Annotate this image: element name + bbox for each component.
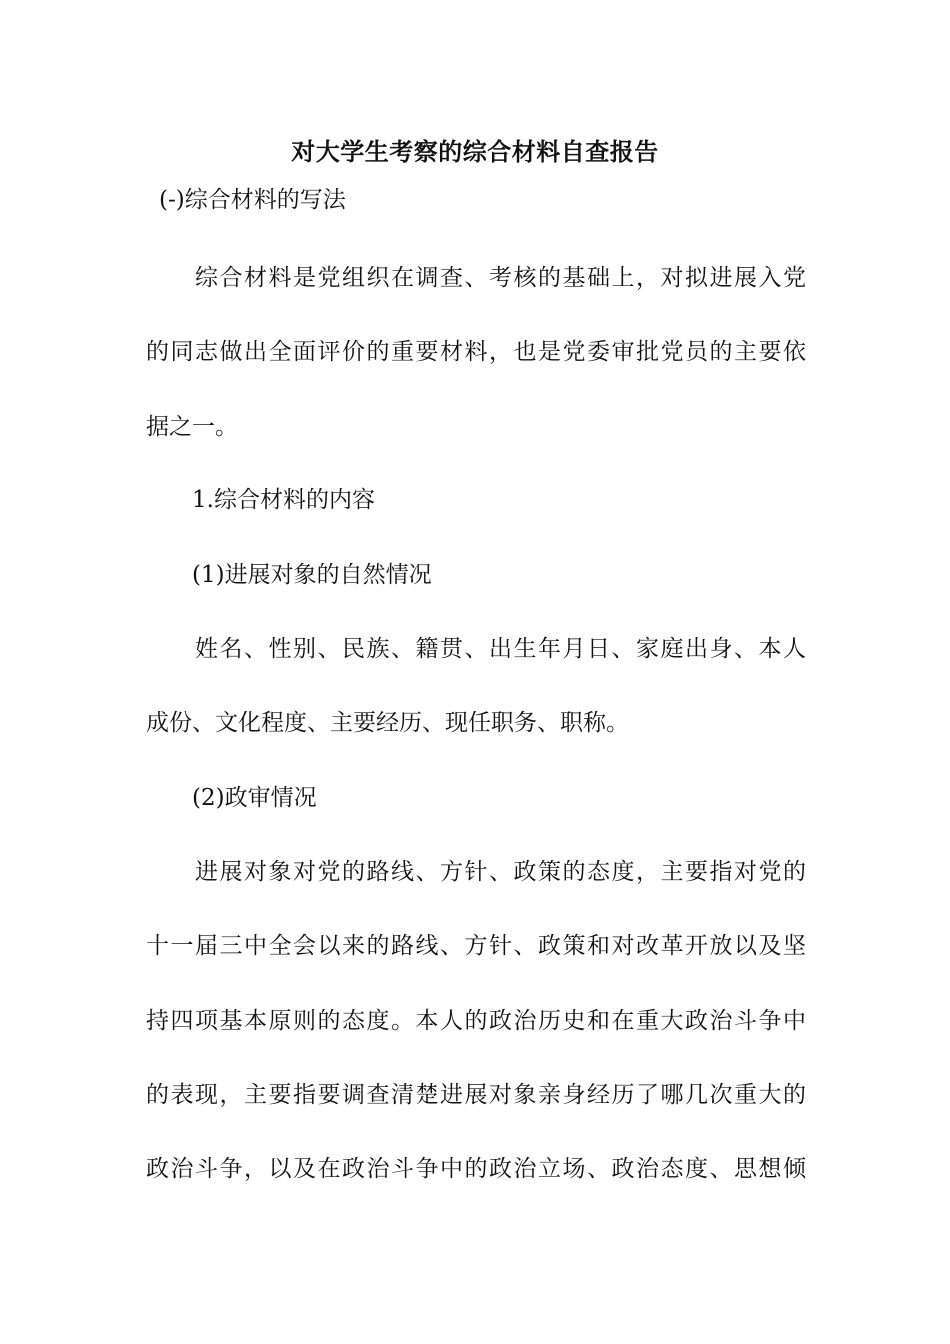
subsection-heading: 1.综合材料的内容	[146, 487, 375, 513]
document-title: 对大学生考察的综合材料自查报告	[291, 137, 659, 166]
paragraph-line: 政治斗争，以及在政治斗争中的政治立场、政治态度、思想倾	[146, 1156, 806, 1182]
paragraph-line: 综合材料是党组织在调查、考核的基础上，对拟进展入党	[146, 265, 806, 291]
paragraph-line: 的同志做出全面评价的重要材料，也是党委审批党员的主要依	[146, 339, 806, 365]
subsection-heading: (1)进展对象的自然情况	[146, 562, 432, 588]
paragraph-line: 十一届三中全会以来的路线、方针、政策和对改革开放以及坚	[146, 933, 806, 959]
paragraph-line: 姓名、性别、民族、籍贯、出生年月日、家庭出身、本人	[146, 636, 806, 662]
paragraph-line: 进展对象对党的路线、方针、政策的态度，主要指对党的	[146, 859, 806, 885]
section-heading: (-)综合材料的写法	[159, 187, 346, 213]
subsection-heading: (2)政审情况	[146, 785, 317, 811]
paragraph-line: 的表现，主要指要调查清楚进展对象亲身经历了哪几次重大的	[146, 1082, 806, 1108]
paragraph-line: 成份、文化程度、主要经历、现任职务、职称。	[146, 710, 629, 736]
paragraph-line: 持四项基本原则的态度。本人的政治历史和在重大政治斗争中	[146, 1008, 806, 1034]
paragraph-line: 据之一。	[146, 414, 238, 440]
